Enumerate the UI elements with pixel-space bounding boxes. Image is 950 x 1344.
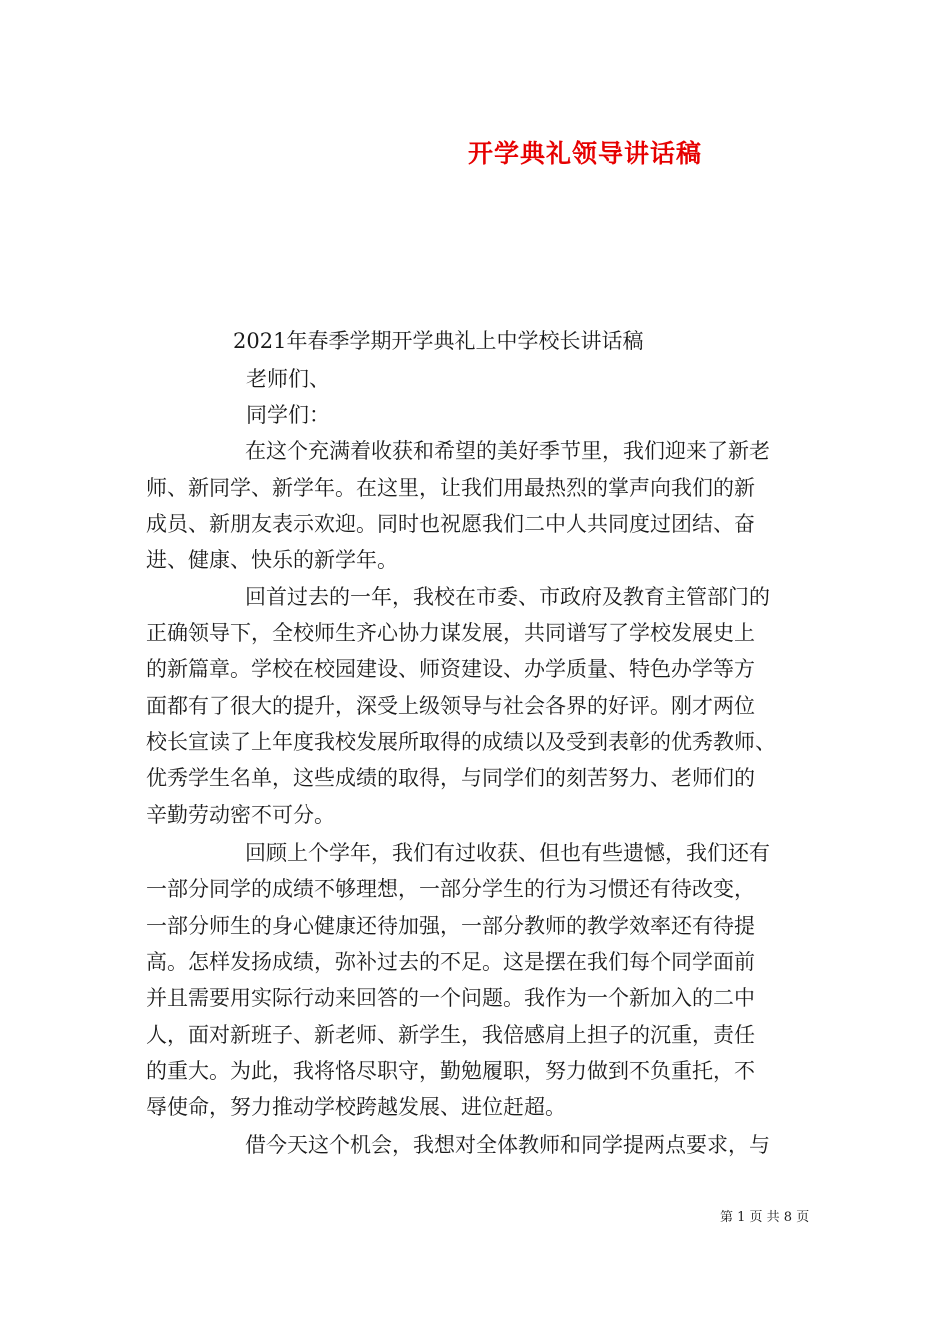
paragraph-line: 回顾上个学年，我们有过收获、但也有些遗憾，我们还有 xyxy=(245,841,770,865)
salutation-students: 同学们： xyxy=(246,403,330,427)
paragraph-line: 回首过去的一年，我校在市委、市政府及教育主管部门的 xyxy=(245,585,770,609)
paragraph-line: 师、新同学、新学年。在这里，让我们用最热烈的掌声向我们的新 xyxy=(146,476,755,500)
paragraph-line: 一部分同学的成绩不够理想，一部分学生的行为习惯还有待改变， xyxy=(146,877,755,901)
paragraph-line: 辱使命，努力推动学校跨越发展、进位赶超。 xyxy=(146,1095,566,1119)
paragraph-line: 正确领导下，全校师生齐心协力谋发展，共同谱写了学校发展史上 xyxy=(146,621,755,645)
paragraph-line: 借今天这个机会，我想对全体教师和同学提两点要求，与 xyxy=(245,1133,770,1157)
paragraph-line: 校长宣读了上年度我校发展所取得的成绩以及受到表彰的优秀教师、 xyxy=(146,730,776,754)
paragraph-line: 高。怎样发扬成绩，弥补过去的不足。这是摆在我们每个同学面前 xyxy=(146,950,755,974)
paragraph-line: 面都有了很大的提升，深受上级领导与社会各界的好评。刚才两位 xyxy=(146,694,755,718)
paragraph-line: 辛勤劳动密不可分。 xyxy=(146,803,335,827)
paragraph-line: 一部分师生的身心健康还待加强，一部分教师的教学效率还有待提 xyxy=(146,914,755,938)
paragraph-line: 人，面对新班子、新老师、新学生，我倍感肩上担子的沉重，责任 xyxy=(146,1023,755,1047)
paragraph-line: 优秀学生名单，这些成绩的取得，与同学们的刻苦努力、老师们的 xyxy=(146,766,755,790)
salutation-teachers: 老师们、 xyxy=(246,367,330,391)
paragraph-line: 成员、新朋友表示欢迎。同时也祝愿我们二中人共同度过团结、奋 xyxy=(146,512,755,536)
document-title: 开学典礼领导讲话稿 xyxy=(468,139,703,168)
subtitle-line: 2021年春季学期开学典礼上中学校长讲话稿 xyxy=(233,329,644,353)
paragraph-line: 的新篇章。学校在校园建设、师资建设、办学质量、特色办学等方 xyxy=(146,657,755,681)
paragraph-line: 的重大。为此，我将恪尽职守，勤勉履职，努力做到不负重托，不 xyxy=(146,1059,755,1083)
paragraph-line: 并且需要用实际行动来回答的一个问题。我作为一个新加入的二中 xyxy=(146,986,755,1010)
paragraph-line: 在这个充满着收获和希望的美好季节里，我们迎来了新老 xyxy=(245,439,770,463)
paragraph-line: 进、健康、快乐的新学年。 xyxy=(146,548,398,572)
page-number: 第 1 页 共 8 页 xyxy=(720,1210,810,1225)
